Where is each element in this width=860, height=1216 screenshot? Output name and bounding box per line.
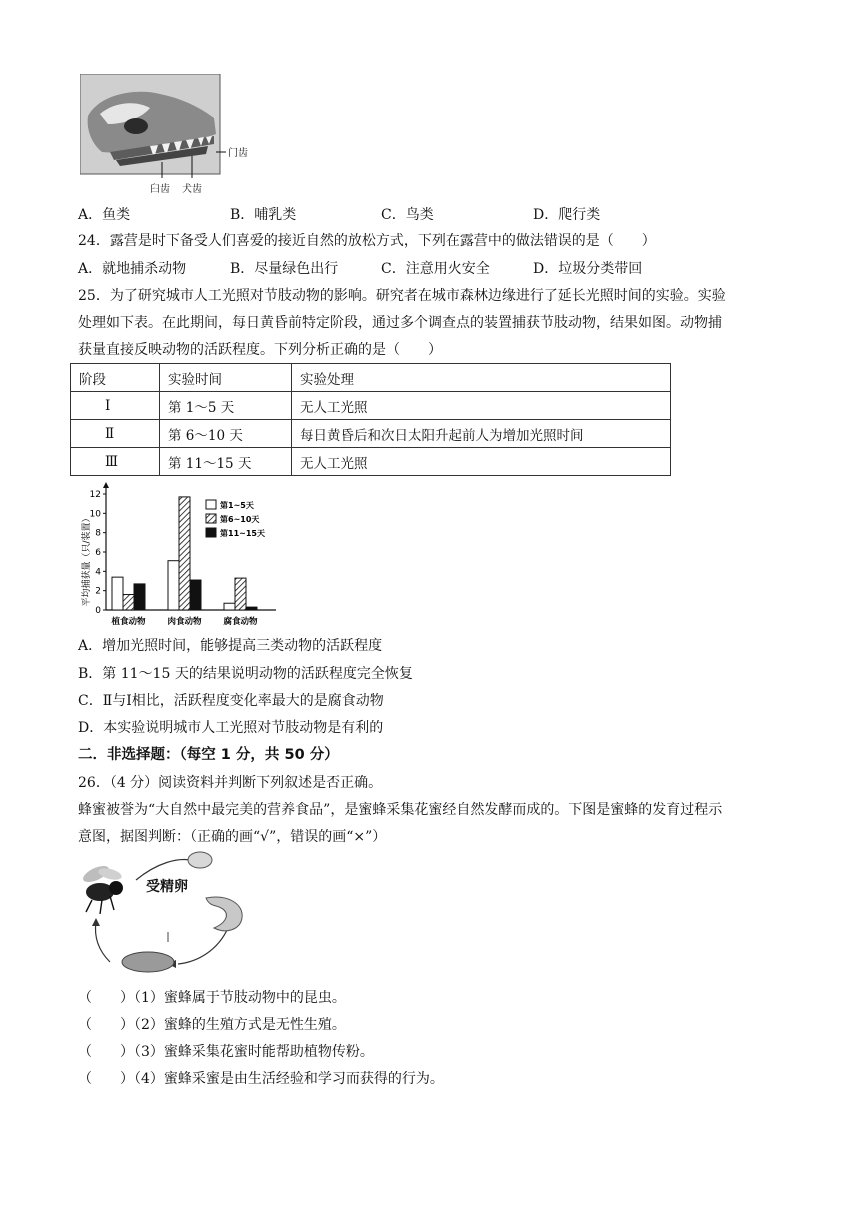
q23-option-c: C．鸟类	[381, 207, 434, 223]
x-category-label: 腐食动物	[223, 617, 258, 627]
q24-stem: 24．露营是时下备受人们喜爱的接近自然的放松方式，下列在露营中的做法错误的是（ ）	[78, 233, 656, 249]
molar-label: 臼齿	[150, 184, 170, 195]
table-header: 实验时间	[160, 364, 292, 392]
table-cell: Ⅱ	[71, 420, 160, 448]
q25-option-c: C．Ⅱ与Ⅰ相比，活跃程度变化率最大的是腐食动物	[78, 693, 384, 709]
table-cell: 第 11～15 天	[160, 448, 292, 476]
q24-option-d: D．垃圾分类带回	[533, 261, 643, 277]
pupa-icon	[122, 952, 174, 972]
table-cell: 每日黄昏后和次日太阳升起前人为增加光照时间	[292, 420, 671, 448]
q26-title: 26．（4 分）阅读资料并判断下列叙述是否正确。	[78, 775, 383, 791]
q26-passage-line-2: 意图，据图判断：（正确的画“√”，错误的画“×”）	[78, 829, 387, 845]
table-cell: 无人工光照	[292, 392, 671, 420]
q26-item-1: （ ）（1）蜜蜂属于节肢动物中的昆虫。	[78, 990, 346, 1006]
q24-option-b: B．尽量绿色出行	[230, 261, 339, 277]
legend-label: 第1~5天	[220, 501, 254, 510]
y-tick-label: 8	[95, 528, 101, 539]
table-header-row	[71, 364, 671, 392]
bar	[190, 580, 201, 610]
canine-label: 犬齿	[182, 184, 202, 195]
fertilized-egg-label: 受精卵	[146, 879, 188, 895]
legend-swatch	[206, 500, 216, 509]
larva-icon	[206, 897, 242, 931]
bee-lifecycle-image	[78, 850, 258, 980]
q25-option-b: B．第 11～15 天的结果说明动物的活跃程度完全恢复	[78, 666, 413, 682]
table-cell: Ⅲ	[71, 448, 160, 476]
skull-image	[80, 74, 260, 194]
bar	[179, 497, 190, 610]
capture-bar-chart	[76, 478, 286, 628]
x-category-label: 肉食动物	[167, 617, 202, 627]
y-tick-label: 12	[89, 490, 101, 500]
bar	[123, 595, 134, 610]
y-tick-label: 6	[95, 548, 101, 558]
y-axis-label: 平均捕获量（只/装置）	[82, 513, 92, 607]
q23-option-d: D．爬行类	[533, 207, 601, 223]
bar	[112, 577, 123, 610]
legend-swatch	[206, 514, 216, 523]
q25-stem-line-3: 获量直接反映动物的活跃程度。下列分析正确的是（ ）	[78, 342, 442, 358]
bar	[134, 584, 145, 610]
bar	[168, 561, 179, 610]
bee-lifecycle-figure	[78, 850, 258, 980]
table-cell: 第 6～10 天	[160, 420, 292, 448]
y-tick-label: 4	[95, 567, 101, 578]
q25-stem-line-1: 25．为了研究城市人工光照对节肢动物的影响。研究者在城市森林边缘进行了延长光照时间的实验。实验	[78, 288, 726, 304]
q26-item-4: （ ）（4）蜜蜂采蜜是由生活经验和学习而获得的行为。	[78, 1071, 444, 1087]
adult-bee-icon	[81, 863, 123, 914]
q26-item-2: （ ）（2）蜜蜂的生殖方式是无性生殖。	[78, 1017, 346, 1033]
table-cell: 无人工光照	[292, 448, 671, 476]
legend-label: 第6~10天	[220, 515, 260, 524]
y-axis-arrow	[103, 482, 109, 488]
y-tick-label: 0	[95, 606, 101, 616]
y-tick-label: 10	[89, 509, 101, 520]
q25-option-a: A．增加光照时间，能够提高三类动物的活跃程度	[78, 638, 383, 654]
table-header: 阶段	[71, 364, 160, 392]
bar	[224, 603, 235, 610]
legend-swatch	[206, 528, 216, 537]
table-header: 实验处理	[292, 364, 671, 392]
bar	[246, 607, 257, 610]
legend-label: 第11~15天	[220, 529, 265, 538]
incisor-label: 门齿	[228, 148, 248, 159]
x-category-label: 植食动物	[111, 617, 146, 627]
table-cell: 第 1～5 天	[160, 392, 292, 420]
table-row	[71, 448, 671, 476]
section-heading: 二．非选择题：（每空 1 分，共 50 分）	[78, 747, 339, 763]
skull-figure	[80, 74, 260, 194]
q25-stem-line-2: 处理如下表。在此期间，每日黄昏前特定阶段，通过多个调查点的装置捕获节肢动物，结果如图。动物捕	[78, 315, 722, 331]
q24-option-a: A．就地捕杀动物	[78, 261, 187, 277]
table-cell: Ⅰ	[71, 392, 160, 420]
q26-passage-line-1: 蜂蜜被誉为“大自然中最完美的营养食品”，是蜜蜂采集花蜜经自然发酵而成的。下图是蜜蜂的发育过程示	[78, 802, 723, 818]
bar	[235, 578, 246, 610]
y-tick-label: 2	[95, 586, 101, 597]
experiment-table	[70, 363, 671, 476]
table-row	[71, 392, 671, 420]
q23-option-a: A．鱼类	[78, 207, 131, 223]
table-row	[71, 420, 671, 448]
q25-option-d: D．本实验说明城市人工光照对节肢动物是有利的	[78, 720, 384, 736]
egg-icon	[188, 852, 212, 868]
q23-option-b: B．哺乳类	[230, 207, 297, 223]
q24-option-c: C．注意用火安全	[381, 261, 490, 277]
q26-item-3: （ ）（3）蜜蜂采集花蜜时能帮助植物传粉。	[78, 1044, 374, 1060]
